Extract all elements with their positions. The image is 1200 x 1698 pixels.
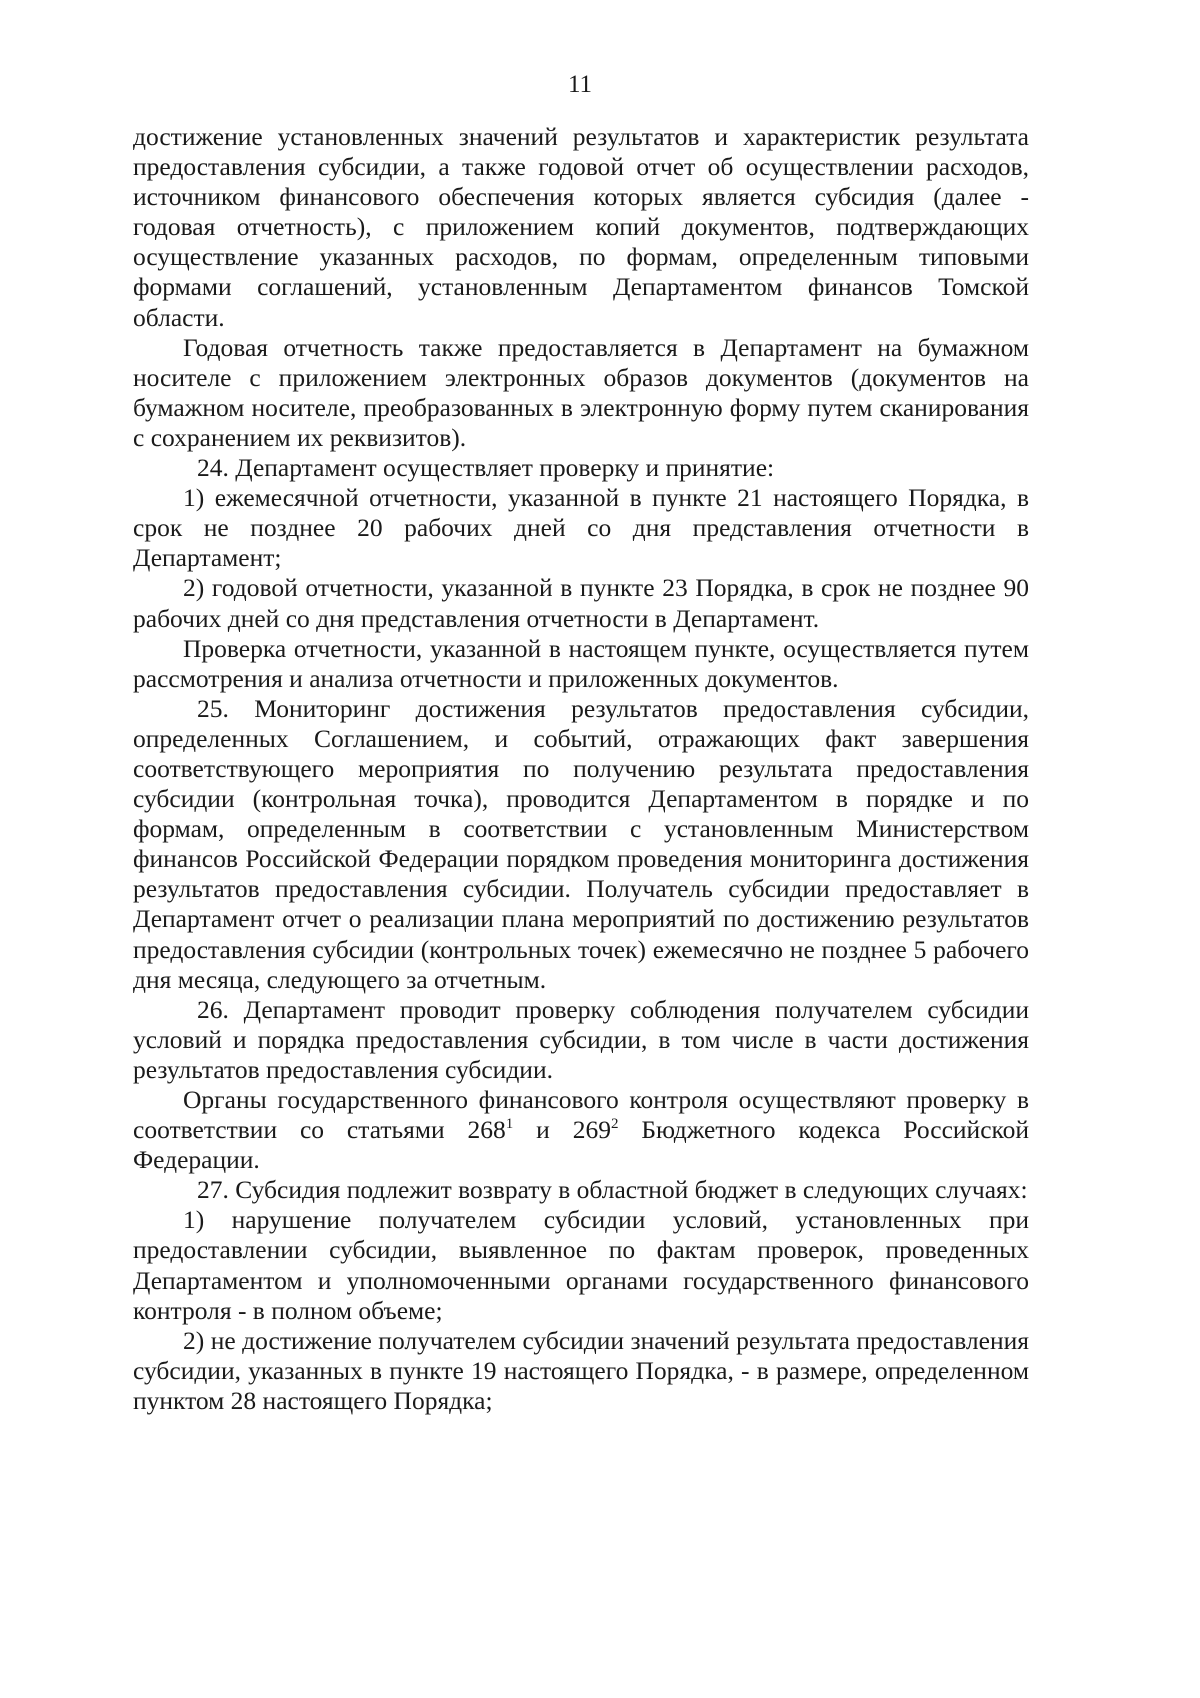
- superscript-1: 1: [505, 1116, 514, 1133]
- financial-control-text-3: Бюджетного кодекса Российской Федерации.: [133, 1115, 1030, 1175]
- clause-24-heading: 24. Департамент осуществляет проверку и принятие:: [197, 453, 775, 483]
- clause-27-item-2: 2) не достижение получателем субсидии значений результата предоставления субсидии, указанных в пункте 19 настоящего Порядка, - в размере, определенном пунктом 28 настоящего Порядка;: [133, 1325, 1029, 1415]
- clause-24-item-1: 1) ежемесячной отчетности, указанной в пункте 21 настоящего Порядка, в срок не позднее 20 рабочих дней со дня представления отчетности в Департамент;: [133, 483, 1029, 573]
- page-number: 11: [567, 71, 593, 98]
- clause-24-item-2: 2) годовой отчетности, указанной в пункте 23 Порядка, в срок не позднее 90 рабочих дней со дня представления отчетности в Департамент.: [133, 573, 1029, 633]
- paragraph-annual-reporting-paper: Годовая отчетность также предоставляется в Департамент на бумажном носителе с приложением электронных образов документов (документов на бумажном носителе, преобразованных в электронную форму путем сканирования с сохранением их реквизитов).: [133, 332, 1029, 452]
- paragraph-reporting-check: Проверка отчетности, указанной в настоящем пункте, осуществляется путем рассмотрения и анализа отчетности и приложенных документов.: [133, 633, 1029, 693]
- clause-27-heading: 27. Субсидия подлежит возврату в областной бюджет в следующих случаях:: [197, 1175, 1028, 1205]
- clause-25: 25. Мониторинг достижения результатов предоставления субсидии, определенных Соглашением, и событий, отражающих факт завершения соответствующего мероприятия по получению результата предоставления субсидии (контрольная точка), проводится Департаментом в порядке и по формам, определенным в соответствии с установленным Министерством финансов Российской Федерации порядком проведения мониторинга достижения результатов предоставления субсидии. Получатель субсидии предоставляет в Департамент отчет о реализации плана мероприятий по достижению результатов предоставления субсидии (контрольных точек) ежемесячно не позднее 5 рабочего дня месяца, следующего за отчетным.: [133, 693, 1029, 994]
- clause-26: 26. Департамент проводит проверку соблюдения получателем субсидии условий и порядка предоставления субсидии, в том числе в части достижения результатов предоставления субсидии.: [133, 994, 1029, 1084]
- paragraph-financial-control: [133, 1085, 1029, 1175]
- paragraph-continuation: достижение установленных значений результатов и характеристик результата предоставления субсидии, а также годовой отчет об осуществлении расходов, источником финансового обеспечения которых является субсидия (далее - годовая отчетность), с приложением копий документов, подтверждающих осуществление указанных расходов, по формам, определенным типовыми формами соглашений, установленным Департаментом финансов Томской области.: [133, 122, 1029, 332]
- document-body: [133, 122, 1029, 1416]
- superscript-2: 2: [610, 1116, 619, 1133]
- financial-control-text-1: Органы государственного финансового контроля осуществляют проверку в соответствии со статьями 268: [133, 1085, 1029, 1145]
- clause-27-item-1: 1) нарушение получателем субсидии условий, установленных при предоставлении субсидии, выявленное по фактам проверок, проведенных Департаментом и уполномоченными органами государственного финансового контроля - в полном объеме;: [133, 1205, 1029, 1325]
- financial-control-text-2: и 269: [513, 1115, 611, 1145]
